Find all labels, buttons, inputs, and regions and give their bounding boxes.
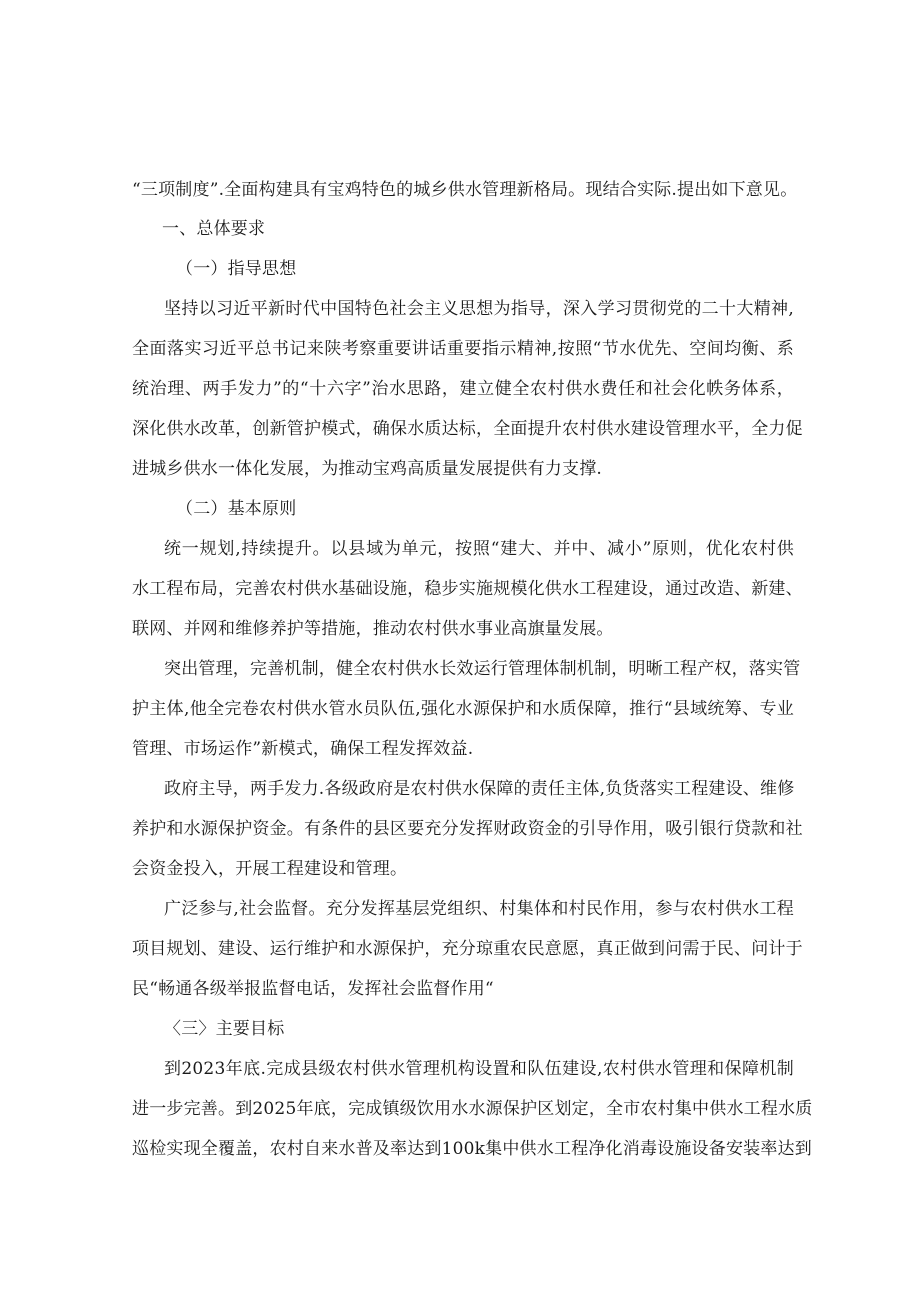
- paragraph-line: 民“畅通各级举报监督电话，发挥社会监督作用“: [132, 979, 494, 999]
- paragraph-line: 进城乡供水一体化发展，为推动宝鸡高质量发展提供有力支撑.: [132, 459, 603, 479]
- paragraph-line: 全面落实习近平总书记来陕考察重要讲话重要指示精神,按照“节水优先、空间均衡、系: [132, 339, 794, 359]
- paragraph-line: 统治理、两手发力”的“十六字”治水思路，建立健全农村供水费任和社会化帙务体系，: [132, 379, 794, 399]
- heading-section-1: 一、总体要求: [162, 219, 266, 239]
- paragraph-line: 坚持以习近平新时代中国特色社会主义思想为指导，深入学习贯彻党的二十大精神,: [164, 299, 794, 319]
- paragraph-line: 管理、市场运作”新模式，确保工程发挥效益.: [132, 739, 474, 759]
- paragraph-line: 养护和水源保护资金。有条件的县区要充分发挥财政资金的引导作用，吸引银行贷款和社: [132, 819, 803, 839]
- paragraph-line: 突出管理，完善机制，健全农村供水长效运行管理体制机制，明晰工程产权，落实管: [164, 659, 801, 679]
- paragraph-line: 项目规划、建设、运行维护和水源保护，充分琼重农民意愿，真正做到问需于民、问计于: [132, 939, 803, 959]
- paragraph-line: 会资金投入，开展工程建设和管理。: [132, 859, 408, 879]
- paragraph-line: 联网、并网和维修养护等措施，推动农村供水事业高旗量发展。: [132, 619, 614, 639]
- paragraph-line: 到2023年底.完成县级农村供水管理机构设置和队伍建设,农村供水管理和保障机制: [164, 1059, 794, 1079]
- heading-main-goals: 〈三〉主要目标: [164, 1019, 285, 1039]
- paragraph-line: 政府主导，两手发力.各级政府是农村供水保障的责任主体,负货落实工程建设、维修: [164, 779, 795, 799]
- paragraph-line: 进一步完善。到2025年底，完成镇级饮用水水源保护区划定，全市农村集中供水工程水质: [132, 1099, 813, 1119]
- heading-basic-principles: （二）基本原则: [176, 499, 297, 519]
- paragraph-line: 护主体,他全完卷农村供水管水员队伍,强化水源保护和水质保障，推行“县域统筹、专业: [132, 699, 794, 719]
- paragraph-line: 广泛参与,社会监督。充分发挥基层党组织、村集体和村民作用，参与农村供水工程: [164, 899, 794, 919]
- text-line-intro: “三项制度”.全面构建具有宝鸡特色的城乡供水管理新格局。现结合实际.提出如下意见。: [132, 180, 798, 200]
- paragraph-line: 深化供水改革，创新管护模式，确保水质达标，全面提升农村供水建设管理水平，全力促: [132, 419, 803, 439]
- paragraph-line: 统一规划,持续提升。以县域为单元，按照“建大、并中、减小”原则，优化农村供: [164, 539, 794, 559]
- heading-guiding-ideology: （一）指导思想: [176, 259, 297, 279]
- paragraph-line: 水工程布局，完善农村供水基础设施，稳步实施规模化供水工程建设，通过改造、新建、: [132, 579, 803, 599]
- paragraph-line: 巡检实现全覆盖，农村自来水普及率达到100k集中供水工程净化消毒设施设备安装率达到: [132, 1139, 812, 1159]
